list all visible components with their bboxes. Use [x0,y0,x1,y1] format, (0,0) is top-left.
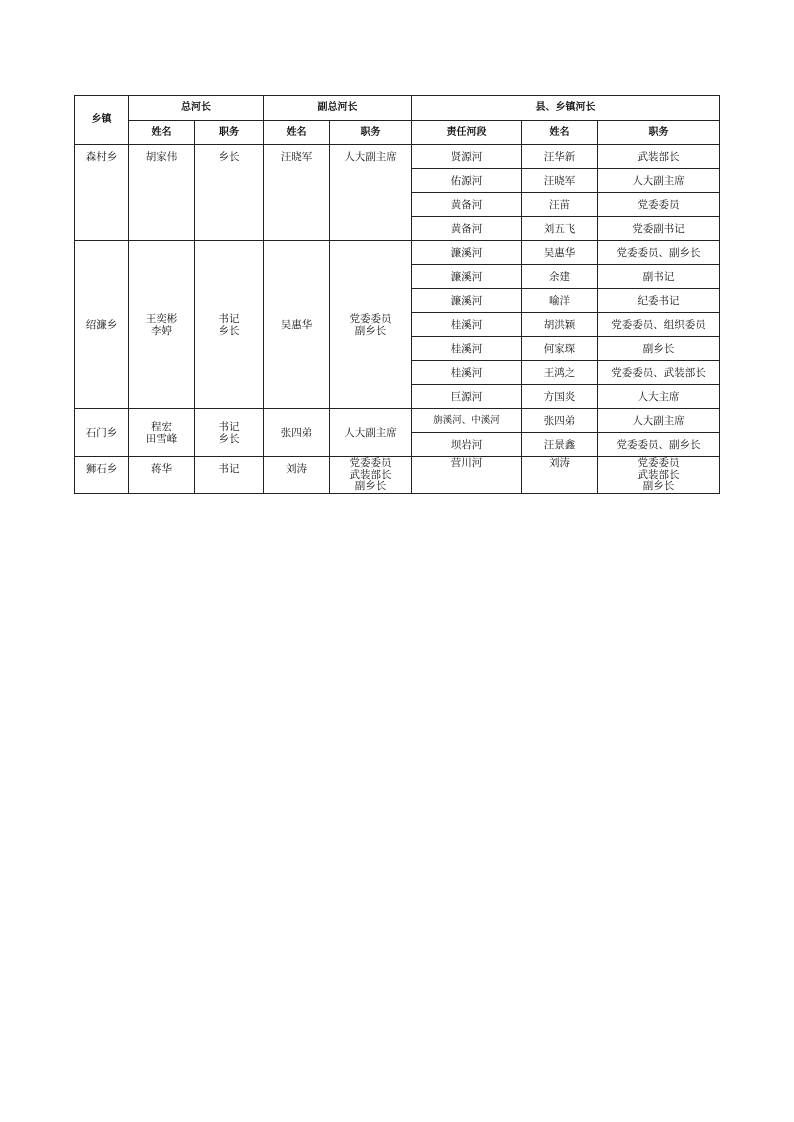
river-section-cell: 黄备河 [412,193,522,217]
header-chief-group: 总河长 [129,96,264,121]
river-position-cell: 人大主席 [598,385,720,409]
header-chief-name: 姓名 [129,121,195,145]
river-section-cell: 濂溪河 [412,265,522,289]
chief-name-cell: 王奕彬 李婷 [129,241,195,409]
chief-position-cell: 书记 [195,457,264,494]
river-name-cell: 王鸿之 [522,361,598,385]
river-section-cell: 濂溪河 [412,241,522,265]
river-chief-table [74,95,720,494]
header-deputy-name: 姓名 [264,121,330,145]
river-section-cell: 桂溪河 [412,313,522,337]
deputy-name-cell: 吴惠华 [264,241,330,409]
river-section-cell: 黄备河 [412,217,522,241]
river-position-cell: 党委委员、组织委员 [598,313,720,337]
chief-position-cell: 乡长 [195,145,264,241]
river-position-cell: 纪委书记 [598,289,720,313]
river-name-cell: 汪苗 [522,193,598,217]
river-position-cell: 党委副书记 [598,217,720,241]
chief-name-cell: 胡家伟 [129,145,195,241]
river-position-cell: 党委委员、副乡长 [598,241,720,265]
river-position-cell: 党委委员、武装部长 [598,361,720,385]
river-name-cell: 汪晓军 [522,169,598,193]
town-cell: 绍濂乡 [75,241,129,409]
header-river-section: 责任河段 [412,121,522,145]
river-position-cell: 党委委员 [598,193,720,217]
river-name-cell: 张四弟 [522,409,598,433]
river-section-cell: 营川河 [412,457,522,494]
deputy-position-cell: 人大副主席 [330,145,412,241]
header-river-position: 职务 [598,121,720,145]
town-cell: 森村乡 [75,145,129,241]
river-position-cell: 人大副主席 [598,169,720,193]
river-name-cell: 喻洋 [522,289,598,313]
river-name-cell: 刘涛 [522,457,598,494]
deputy-name-cell: 刘涛 [264,457,330,494]
header-row-2 [75,121,720,145]
river-name-cell: 汪华新 [522,145,598,169]
river-position-cell: 副乡长 [598,337,720,361]
deputy-position-cell: 党委委员 副乡长 [330,241,412,409]
chief-name-cell: 蒋华 [129,457,195,494]
river-section-cell: 桂溪河 [412,361,522,385]
table-row [75,409,720,433]
river-name-cell: 吴惠华 [522,241,598,265]
river-name-cell: 汪景鑫 [522,433,598,457]
river-section-cell: 坝岩河 [412,433,522,457]
river-name-cell: 胡洪颖 [522,313,598,337]
chief-position-cell: 书记 乡长 [195,241,264,409]
header-town: 乡镇 [75,96,129,145]
river-position-cell: 党委委员 武装部长 副乡长 [598,457,720,494]
deputy-name-cell: 张四弟 [264,409,330,457]
river-section-cell: 贤源河 [412,145,522,169]
river-section-cell: 濂溪河 [412,289,522,313]
river-name-cell: 刘五飞 [522,217,598,241]
river-position-cell: 副书记 [598,265,720,289]
river-name-cell: 方国炎 [522,385,598,409]
header-row-1 [75,96,720,121]
chief-position-cell: 书记 乡长 [195,409,264,457]
chief-name-cell: 程宏 田雪峰 [129,409,195,457]
header-chief-position: 职务 [195,121,264,145]
river-position-cell: 党委委员、副乡长 [598,433,720,457]
deputy-position-cell: 人大副主席 [330,409,412,457]
river-name-cell: 余建 [522,265,598,289]
header-river-name: 姓名 [522,121,598,145]
header-deputy-group: 副总河长 [264,96,412,121]
river-position-cell: 人大副主席 [598,409,720,433]
header-county-group: 县、乡镇河长 [412,96,720,121]
river-section-cell: 巨源河 [412,385,522,409]
river-name-cell: 何家琛 [522,337,598,361]
town-cell: 狮石乡 [75,457,129,494]
table-row [75,145,720,169]
table-row [75,457,720,494]
deputy-position-cell: 党委委员 武装部长 副乡长 [330,457,412,494]
deputy-name-cell: 汪晓军 [264,145,330,241]
river-section-cell: 佑源河 [412,169,522,193]
table-row [75,241,720,265]
town-cell: 石门乡 [75,409,129,457]
river-section-cell: 旃溪河、中溪河 [412,409,522,433]
river-position-cell: 武装部长 [598,145,720,169]
river-section-cell: 桂溪河 [412,337,522,361]
header-deputy-position: 职务 [330,121,412,145]
